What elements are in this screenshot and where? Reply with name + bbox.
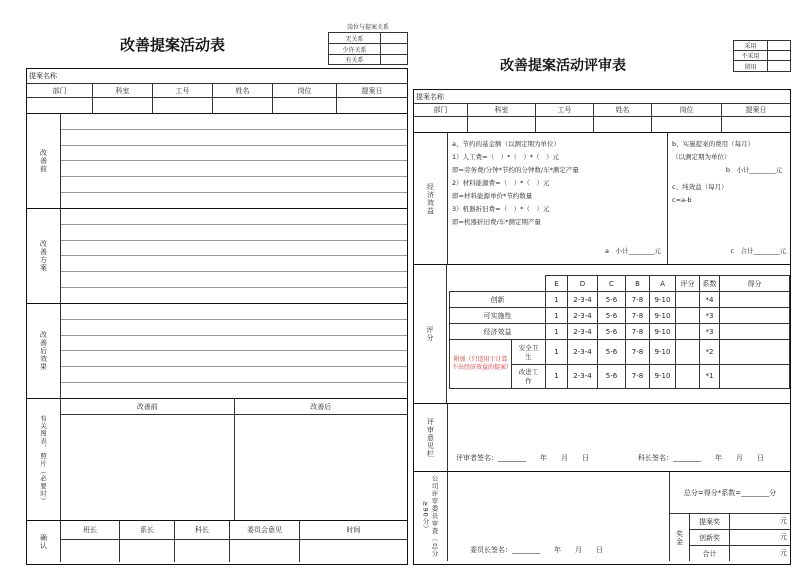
review-header-post: 岗位 <box>652 104 722 116</box>
score-coef: *3 <box>700 324 720 340</box>
score-option[interactable]: 2-3-4 <box>568 308 598 324</box>
score-coef: *4 <box>700 292 720 308</box>
chart-before-area[interactable] <box>61 399 235 520</box>
section-after-lines[interactable] <box>61 304 407 398</box>
review-opinion-area[interactable] <box>448 404 790 471</box>
award-innovation-row[interactable] <box>690 530 790 546</box>
confirm-team-leader: 班长 <box>61 521 120 539</box>
award-proposal-row[interactable] <box>690 514 790 530</box>
score-row-label: 经济效益 <box>450 324 546 340</box>
score-col-score: 评分 <box>676 276 700 292</box>
score-option[interactable]: 5-6 <box>598 292 626 308</box>
section-before-label: 改善前 <box>39 149 48 173</box>
header-date: 提案日 <box>361 86 383 95</box>
econ-section <box>414 133 790 265</box>
score-option[interactable]: 1 <box>546 308 568 324</box>
confirm-section-chief: 科长 <box>175 521 230 539</box>
score-option[interactable]: 7-8 <box>626 340 650 365</box>
score-header-row <box>450 276 790 292</box>
info-value-row[interactable] <box>27 98 407 114</box>
score-label: 评分 <box>426 326 434 342</box>
confirm-group-leader: 系长 <box>120 521 175 539</box>
score-col-d: D <box>568 276 598 292</box>
left-form-title: 改善提案活动表 <box>120 36 226 54</box>
score-option[interactable]: 7-8 <box>626 308 650 324</box>
header-id: 工号 <box>153 84 213 97</box>
confirm-committee: 委员会意见 <box>230 521 300 539</box>
score-section <box>414 265 790 404</box>
relation-has-box[interactable] <box>381 55 407 64</box>
score-coef: *1 <box>700 364 720 389</box>
review-opinion-label: 评审意见栏 <box>426 417 435 458</box>
score-option[interactable]: 9-10 <box>650 324 676 340</box>
section-after-label: 改善后效果 <box>39 331 48 371</box>
total-score[interactable]: 总分=得分*系数=________分 <box>670 472 790 514</box>
award-unit: 元 <box>780 533 787 541</box>
score-option[interactable]: 1 <box>546 324 568 340</box>
score-col-c: C <box>598 276 626 292</box>
score-row-label: 可实施性 <box>450 308 546 324</box>
review-proposal-name-label: 提案名称 <box>416 92 444 101</box>
award-unit: 元 <box>780 549 787 557</box>
chart-after-header: 改善后 <box>235 399 408 415</box>
econ-b-title: b、实施提案的费用（每月） <box>672 140 755 148</box>
score-col-a: A <box>650 276 676 292</box>
econ-labor: 1）人工费=（ ）*（ ）*（ ）元 <box>452 153 560 161</box>
committee-signature: 委员长签名：________ 年 月 日 <box>470 546 603 554</box>
econ-machine: 3）机器折旧费=（ ）*（ ）元 <box>452 205 550 213</box>
score-table <box>449 275 790 389</box>
score-coef: *2 <box>700 340 720 365</box>
score-option[interactable]: 7-8 <box>626 292 650 308</box>
score-points[interactable] <box>720 364 790 389</box>
econ-c-formula: c=a-b <box>672 196 692 204</box>
score-coef: *3 <box>700 308 720 324</box>
score-cell[interactable] <box>676 364 700 389</box>
score-points[interactable] <box>720 340 790 365</box>
score-option[interactable]: 1 <box>546 292 568 308</box>
adopt-hold: 留用 <box>734 61 768 71</box>
score-option[interactable]: 9-10 <box>650 308 676 324</box>
review-info-header-row <box>414 104 790 117</box>
score-row-safety <box>450 340 790 365</box>
relation-little: 少许关系 <box>329 44 381 54</box>
score-option[interactable]: 2-3-4 <box>568 324 598 340</box>
award-label: 奖金 <box>675 529 684 546</box>
econ-c-total: c 合计________元 <box>730 247 786 255</box>
confirm-sign-row[interactable] <box>61 540 407 562</box>
review-header-date: 提案日 <box>745 106 767 114</box>
confirm-time: 时间 <box>346 526 361 534</box>
header-dept: 部门 <box>27 84 93 97</box>
score-option[interactable]: 2-3-4 <box>568 340 598 365</box>
section-confirm <box>27 521 407 562</box>
header-name: 姓名 <box>213 84 273 97</box>
econ-label: 经济效益 <box>426 182 435 215</box>
relation-little-box[interactable] <box>381 44 407 54</box>
committee-area[interactable] <box>448 472 670 561</box>
econ-machine-formula: 即=机器折旧费/车*测定期产量 <box>452 218 541 226</box>
award-unit: 元 <box>780 517 787 525</box>
info-header-row <box>27 84 407 98</box>
review-header-id: 工号 <box>536 104 594 116</box>
section-charts <box>27 399 407 521</box>
score-row-feasibility <box>450 308 790 324</box>
score-col-e: E <box>546 276 568 292</box>
section-plan <box>27 209 407 304</box>
score-option[interactable]: 7-8 <box>626 364 650 389</box>
proposal-name-row[interactable] <box>27 69 407 84</box>
relation-has: 有关系 <box>329 55 381 64</box>
reviewer-signature: 评审者签名：________ 年 月 日 <box>456 454 589 462</box>
econ-material-formula: 即=材料能源单价*节约数量 <box>452 192 533 200</box>
econ-c-title: c、纯效益（每月） <box>672 183 728 191</box>
committee-section <box>414 472 790 561</box>
econ-right-area[interactable] <box>668 133 790 264</box>
award-total: 合计 <box>690 546 730 561</box>
adoption-table <box>733 40 791 72</box>
award-total-row[interactable] <box>690 546 790 561</box>
award-innovation: 创新奖 <box>690 530 730 545</box>
review-info-value-row[interactable] <box>414 117 790 133</box>
relation-none: 无关系 <box>329 33 381 43</box>
proposal-name-label: 提案名称 <box>29 72 57 80</box>
right-form-title: 改善提案活动评审表 <box>500 58 626 74</box>
score-option[interactable]: 5-6 <box>598 340 626 365</box>
header-post: 岗位 <box>273 84 337 97</box>
confirm-label: 确认 <box>39 533 48 550</box>
econ-material: 2）材料能源费=（ ）*（ ）元 <box>452 179 550 187</box>
score-option[interactable]: 5-6 <box>598 324 626 340</box>
extra-note: 附加（只适用于计算不出经济效益的提案） <box>450 340 512 388</box>
score-option[interactable]: 5-6 <box>598 308 626 324</box>
score-points[interactable] <box>720 324 790 340</box>
econ-labor-formula: 即=劳务费/分钟*节约的分钟数/车*测定产量 <box>452 166 579 174</box>
score-cell[interactable] <box>676 292 700 308</box>
adopt-no-box[interactable] <box>768 51 790 60</box>
score-row-innovation <box>450 292 790 308</box>
score-cell[interactable] <box>676 324 700 340</box>
econ-left-area[interactable] <box>448 133 668 264</box>
score-col-coef: 系数 <box>700 276 720 292</box>
score-points[interactable] <box>720 308 790 324</box>
score-option[interactable]: 1 <box>546 340 568 365</box>
header-section: 科室 <box>93 84 153 97</box>
review-header-name: 姓名 <box>594 104 652 116</box>
adopt-yes: 采用 <box>734 41 768 50</box>
score-row-label: 创新 <box>450 292 546 308</box>
score-row-label: 安全卫生 <box>512 340 545 365</box>
score-extra-cell <box>450 340 546 389</box>
score-option[interactable]: 7-8 <box>626 324 650 340</box>
review-proposal-name-row[interactable] <box>414 90 790 104</box>
score-option[interactable]: 9-10 <box>650 340 676 365</box>
section-plan-label: 改善方案 <box>39 240 48 272</box>
score-cell[interactable] <box>676 340 700 365</box>
econ-a-title: a、节约的基金额（以测定期为单位） <box>452 140 560 148</box>
score-col-points: 得分 <box>720 276 790 292</box>
right-main-frame <box>413 89 791 565</box>
left-main-frame <box>26 68 408 565</box>
score-row-label: 改进工作 <box>518 368 539 386</box>
econ-b-note: （以测定期为单位） <box>672 153 731 161</box>
chart-before-header: 改善前 <box>61 399 234 415</box>
review-header-section: 科室 <box>468 104 536 116</box>
chart-after-area[interactable] <box>235 399 408 520</box>
score-cell[interactable] <box>676 308 700 324</box>
section-plan-lines[interactable] <box>61 209 407 303</box>
section-charts-label: 有关图表、照片（必要时） <box>39 414 47 505</box>
section-after <box>27 304 407 399</box>
section-chief-signature: 科长签名：________ 年 月 日 <box>638 454 764 462</box>
score-option[interactable]: 2-3-4 <box>568 292 598 308</box>
score-option[interactable]: 5-6 <box>598 364 626 389</box>
adopt-yes-box[interactable] <box>768 41 790 50</box>
score-points[interactable] <box>720 292 790 308</box>
econ-a-subtotal: a 小计________元 <box>605 247 661 255</box>
section-before-lines[interactable] <box>61 114 407 208</box>
section-before <box>27 114 407 209</box>
adopt-hold-box[interactable] <box>768 61 790 71</box>
review-header-dept: 部门 <box>414 104 468 116</box>
score-option[interactable]: 2-3-4 <box>568 364 598 389</box>
review-opinion-section <box>414 404 790 472</box>
score-option[interactable]: 9-10 <box>650 292 676 308</box>
committee-label: 公司评审委员审查（总分≥90分） <box>421 475 439 558</box>
relation-header: 岗位与提案关系 <box>346 24 389 31</box>
award-proposal: 提案奖 <box>690 514 730 529</box>
relation-table <box>328 32 408 65</box>
adopt-no: 不采用 <box>734 51 768 60</box>
score-option[interactable]: 9-10 <box>650 364 676 389</box>
econ-b-subtotal: b 小计________元 <box>725 166 782 174</box>
score-option[interactable]: 1 <box>546 364 568 389</box>
relation-none-box[interactable] <box>381 33 407 43</box>
score-col-b: B <box>626 276 650 292</box>
score-row-economic <box>450 324 790 340</box>
